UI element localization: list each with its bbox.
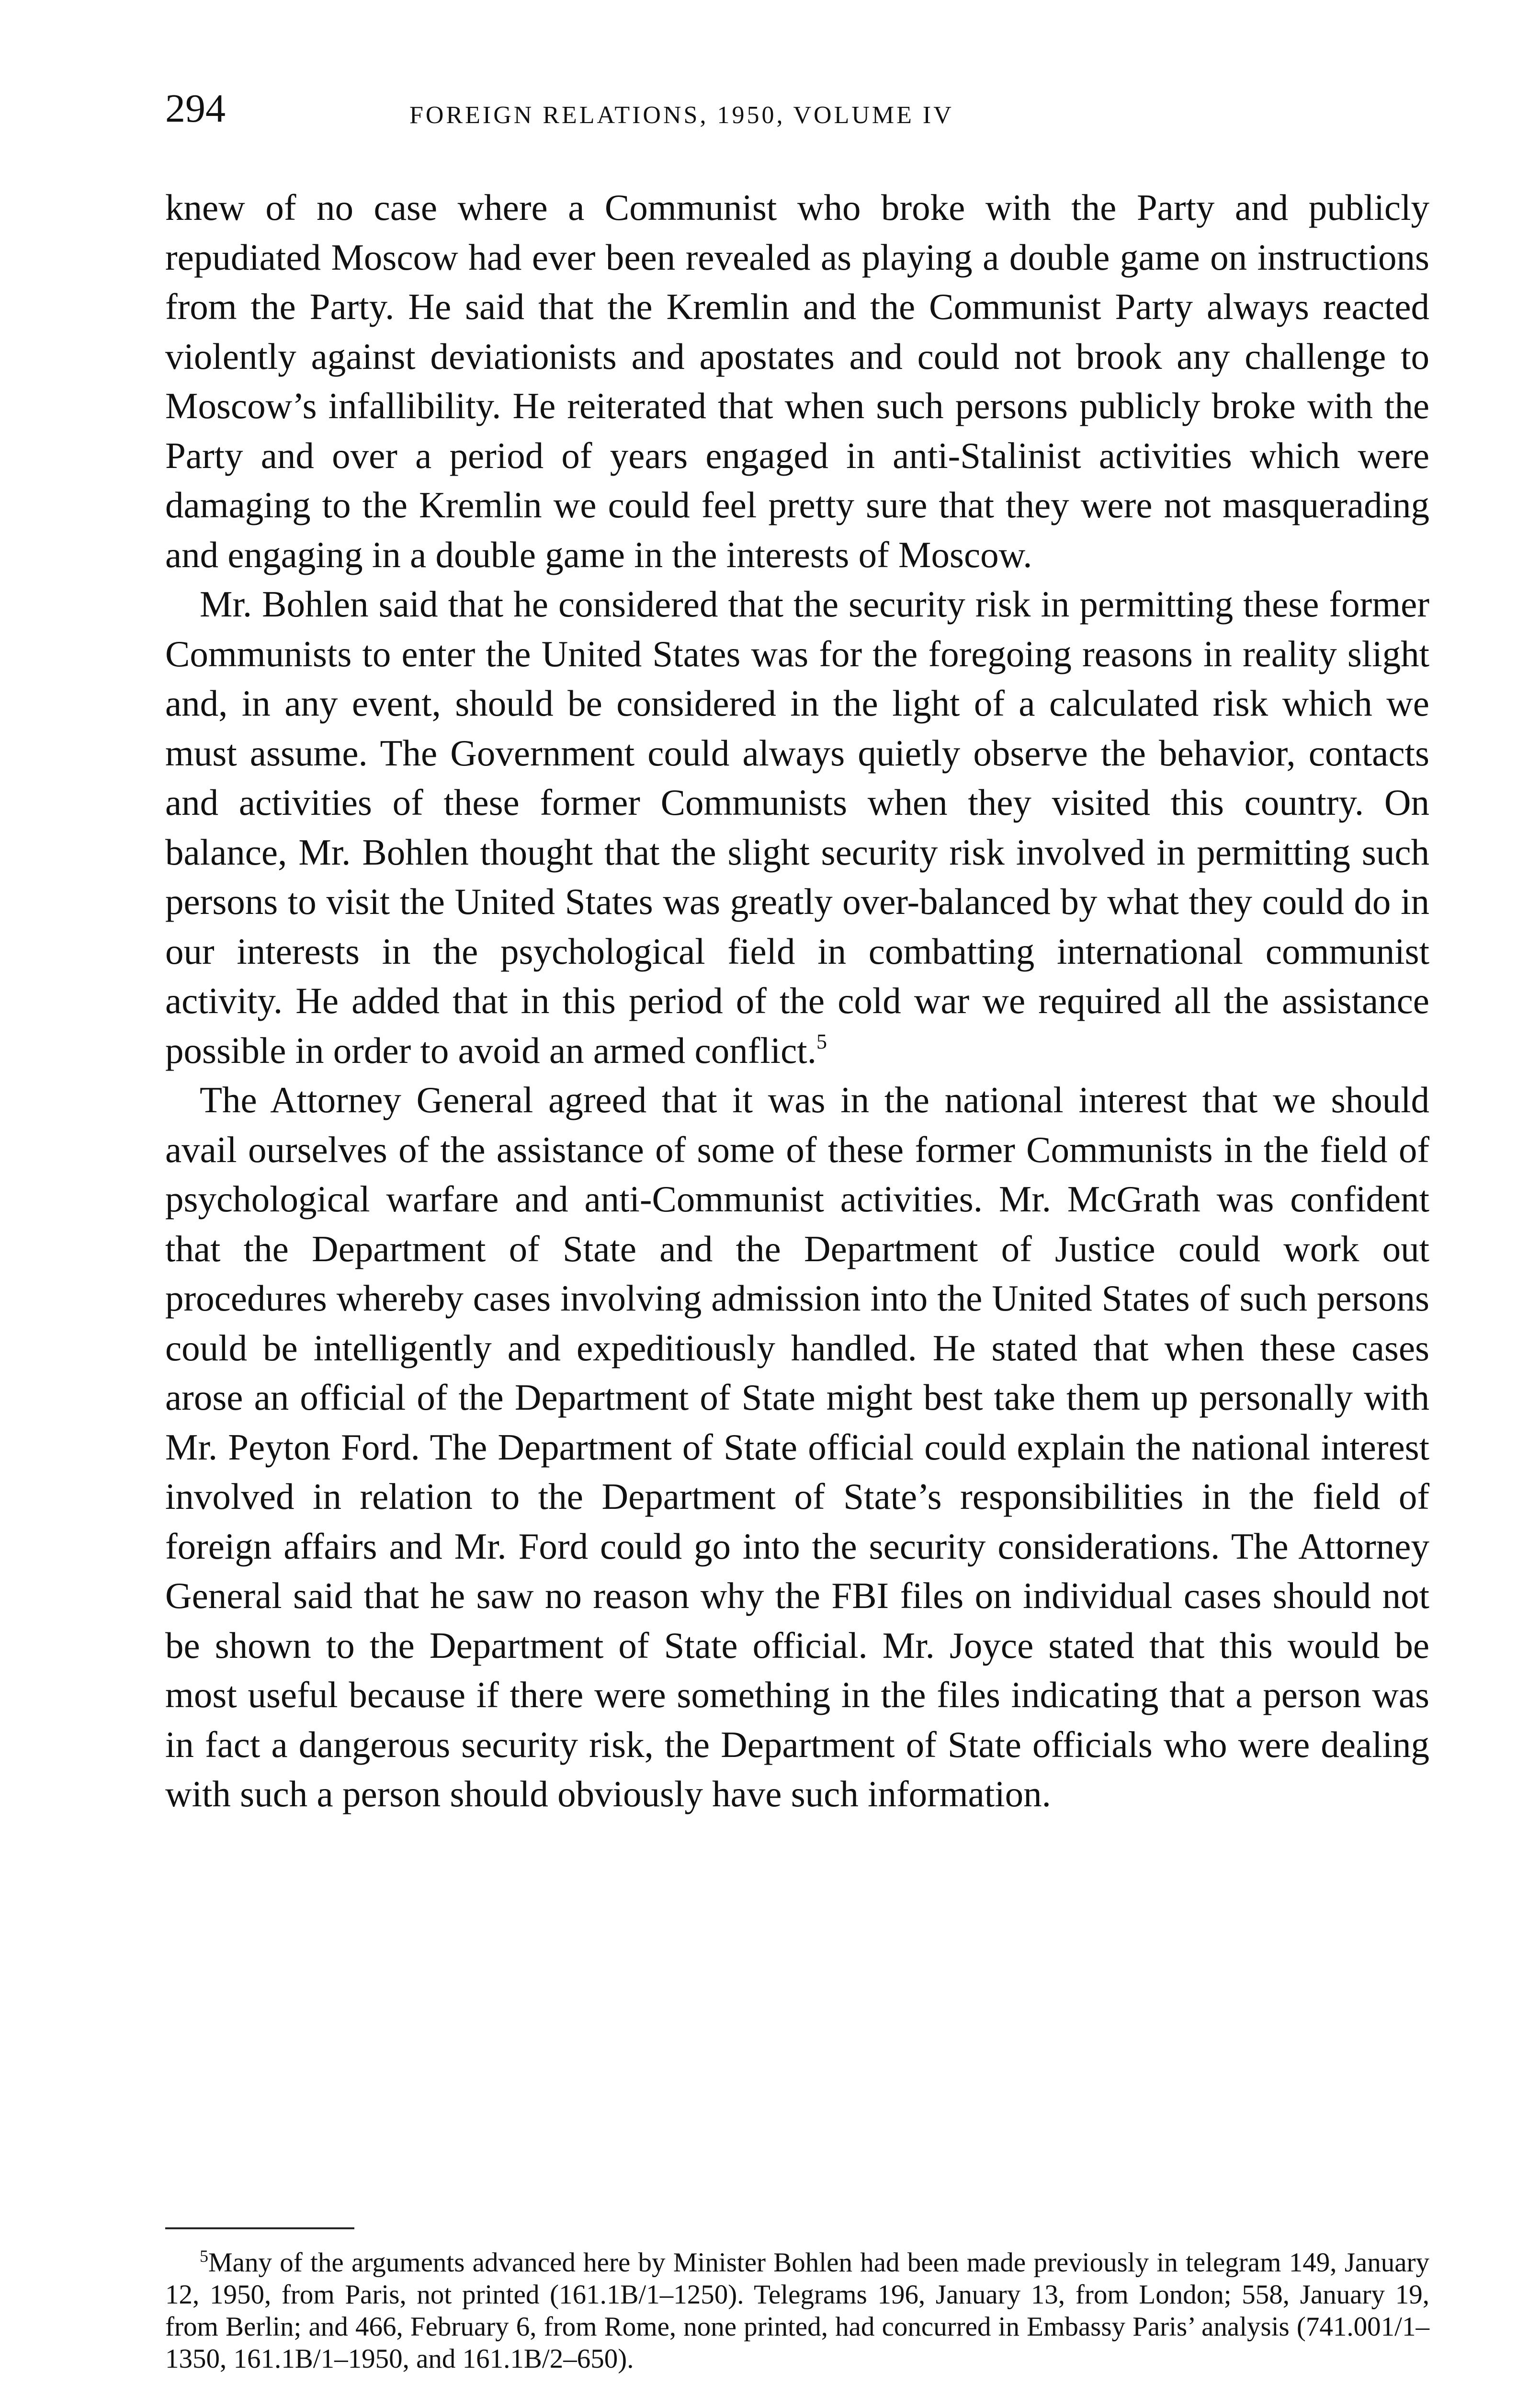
paragraph-attorney-general bbox=[165, 1075, 1429, 1819]
footnote-divider bbox=[165, 2227, 354, 2229]
paragraph-continued bbox=[165, 183, 1429, 580]
paragraph-bohlen bbox=[165, 580, 1429, 1075]
footnote-marker: 5 bbox=[200, 2247, 208, 2266]
paragraph-text: The Attorney General agreed that it was in the national interest that we should avail ourselves of the assistance of some of these former Communists in the field of psychological warfare and anti-Communist activities. Mr. McGrath was confident that the Department of State and the Department of Justice could work out procedures whereby cases involving admission into the United States of such persons could be intelligently and expeditiously handled. He stated that when these cases arose an official of the Department of State might best take them up personally with Mr. Peyton Ford. The Department of State official could explain the national interest involved in relation to the Department of State’s responsibilities in the field of foreign affairs and Mr. Ford could go into the security considerations. The Attorney General said that he saw no reason why the FBI files on individual cases should not be shown to the Department of State official. Mr. Joyce stated that this would be most useful because if there were something in the files indicating that a person was in fact a dangerous security risk, the Department of State officials who were dealing with such a person should obviously have such information. bbox=[165, 1079, 1429, 1814]
paragraph-text: knew of no case where a Communist who broke with the Party and publicly repudiated Moscow had ever been revealed as playing a double game on instructions from the Party. He said that the Kremlin and the Communist Party always reacted violently against deviationists and apostates and could not brook any challenge to Moscow’s infallibility. He reiterated that when such persons publicly broke with the Party and over a period of years engaged in anti-Stalinist activities which were damaging to the Kremlin we could feel pretty sure that they were not masquerading and engaging in a double game in the interests of Moscow. bbox=[165, 187, 1429, 575]
page-header bbox=[165, 86, 1429, 146]
footnotes bbox=[165, 2247, 1429, 2375]
paragraph-text: Mr. Bohlen said that he considered that the security risk in permitting these former Communists to enter the United States was for the foregoing reasons in reality slight and, in any event, should be considered in the light of a calculated risk which we must assume. The Government could always quietly observe the behavior, contacts and activities of these former Communists when they visited this country. On balance, Mr. Bohlen thought that the slight security risk involved in permitting such persons to visit the United States was greatly over-balanced by what they could do in our interests in the psychological field in combatting international communist activity. He added that in this period of the cold war we required all the assistance possible in order to avoid an armed conflict. bbox=[165, 583, 1429, 1071]
body-text bbox=[165, 183, 1429, 1819]
page-number: 294 bbox=[165, 86, 226, 131]
running-title: FOREIGN RELATIONS, 1950, VOLUME IV bbox=[409, 102, 954, 129]
footnote bbox=[165, 2247, 1429, 2375]
footnote-reference[interactable]: 5 bbox=[816, 1029, 827, 1053]
footnote-text: Many of the arguments advanced here by Minister Bohlen had been made previously in telegram 149, January 12, 1950, from Paris, not printed (161.1B/1–1250). Telegrams 196, January 13, from London; 558, January 19, from Berlin; and 466, February 6, from Rome, none printed, had concurred in Embassy Paris’ analysis (741.001/1–1350, 161.1B/1–1950, and 161.1B/2–650). bbox=[165, 2247, 1429, 2374]
